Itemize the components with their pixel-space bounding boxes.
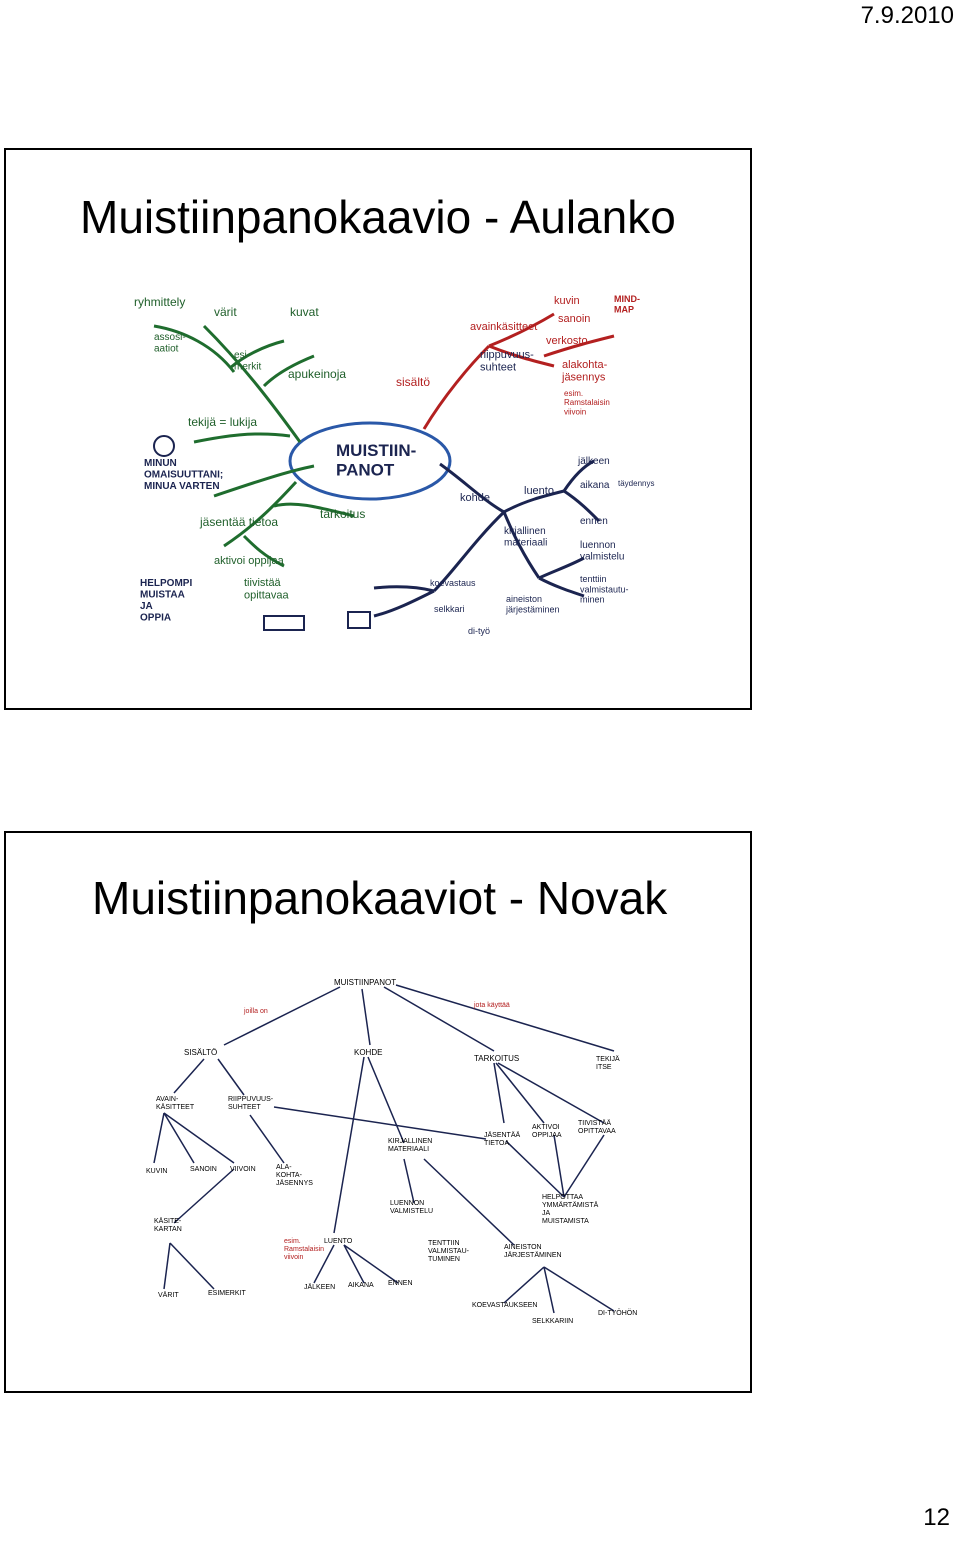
label-selkkari: selkkari <box>434 604 465 614</box>
label-dityo: di-työ <box>468 626 491 636</box>
node-luento: LUENTO <box>324 1238 353 1245</box>
label-aineiston: aineiston järjestäminen <box>506 594 560 615</box>
node-dityohon: DI-TYÖHÖN <box>598 1310 638 1317</box>
label-mindmap: MIND-MAP <box>614 294 640 315</box>
label-jasentaa: jäsentää tietoa <box>200 515 279 529</box>
label-tiivistaa: tiivistää opittavaa <box>244 577 289 602</box>
slide-title: Muistiinpanokaaviot - Novak <box>92 872 668 924</box>
label-aktivoi: aktivoi oppijaa <box>214 555 284 567</box>
label-avainkasitteet: avainkäsitteet <box>470 321 538 333</box>
node-aktivoi: AKTIVOI OPPIJAA <box>532 1124 562 1139</box>
node-ennen: ENNEN <box>388 1280 413 1287</box>
label-assosiaatiot: assosi-aatiot <box>154 332 186 355</box>
node-riippuvuussuhteet: RIIPPUVUUS-SUHTEET <box>228 1096 274 1111</box>
mindmap-center: MUISTIIN-PANOT <box>336 441 417 480</box>
label-alakohta: alakohta-jäsennys <box>562 359 608 384</box>
label-tenttiin: tenttiin valmistautu-minen <box>580 574 629 605</box>
link-joilla-on: joilla on <box>244 1008 268 1015</box>
label-tekija: tekijä = lukija <box>188 415 258 429</box>
node-avainkasitteet: AVAIN-KÄSITTEET <box>156 1096 195 1111</box>
node-koevastaukseen: KOEVASTAUKSEEN <box>472 1302 538 1309</box>
slide-aulanko <box>4 148 752 710</box>
label-esim: esim. Ramstalaisin viivoin <box>564 389 610 417</box>
node-root: MUISTIINPANOT <box>334 978 397 987</box>
node-varit: VÄRIT <box>158 1292 179 1299</box>
label-ryhmittely: ryhmittely <box>134 295 186 309</box>
node-tekija: TEKIJÄ ITSE <box>596 1056 620 1071</box>
node-tenttiin: TENTTIIN VALMISTAU-TUMINEN <box>428 1240 469 1263</box>
node-kuvin: KUVIN <box>146 1168 168 1175</box>
label-kirjallinen: kirjallinen materiaali <box>504 526 548 549</box>
label-luento: luento <box>524 485 554 497</box>
node-tarkoitus: TARKOITUS <box>474 1054 520 1063</box>
paper-icon <box>348 612 370 628</box>
mindmap-image <box>124 286 655 651</box>
label-minun: MINUN OMAISUUTTANI; MINUA VARTEN <box>144 458 224 492</box>
label-apukeinoja: apukeinoja <box>288 367 347 381</box>
label-verkosto: verkosto <box>546 335 588 347</box>
node-sisalto: SISÄLTÖ <box>184 1048 218 1057</box>
slide-title: Muistiinpanokaavio - Aulanko <box>80 191 676 243</box>
label-kuvat: kuvat <box>290 305 319 319</box>
label-luennon: luennon valmistelu <box>580 540 625 563</box>
label-esimerkit: esi-merkit <box>234 350 262 373</box>
node-kohde: KOHDE <box>354 1048 383 1057</box>
page-number: 12 <box>923 1504 950 1531</box>
node-selkkariin: SELKKARIIN <box>532 1318 574 1325</box>
face-icon <box>154 436 174 456</box>
slide-novak <box>4 831 752 1393</box>
node-kirjallinen: KIRJALLINEN MATERIAALI <box>388 1138 433 1153</box>
node-tiivistaa: TIIVISTÄÄ OPITTAVAA <box>578 1120 616 1135</box>
label-helpompi: HELPOMPI MUISTAA JA OPPIA <box>140 578 193 624</box>
node-alakohtajasennys: ALA-KOHTA-JÄSENNYS <box>276 1164 313 1187</box>
node-kasitekartan: KÄSITE-KARTAN <box>154 1218 182 1233</box>
node-jalkeen: JÄLKEEN <box>304 1284 336 1291</box>
label-kuvin: kuvin <box>554 295 580 307</box>
link-esim: esim. Ramstalaisin viivoin <box>284 1238 325 1261</box>
label-ennen: ennen <box>580 516 608 527</box>
label-kohde: kohde <box>460 492 490 504</box>
node-sanoin: SANOIN <box>190 1166 217 1173</box>
label-varit: värit <box>214 305 237 319</box>
label-aikana: aikana <box>580 480 610 491</box>
label-tarkoitus: tarkoitus <box>320 507 366 521</box>
node-helpottaa: HELPOTTAA YMMÄRTÄMISTÄ JA MUISTAMISTA <box>542 1194 599 1225</box>
label-koevastaus: koevastaus <box>430 578 476 588</box>
label-sisalto: sisältö <box>396 375 431 389</box>
concept-map-image <box>134 973 646 1335</box>
link-jota-kayttaa: jota käyttää <box>474 1002 510 1009</box>
node-aineiston: AINEISTON JÄRJESTÄMINEN <box>504 1244 562 1259</box>
node-aikana: AIKANA <box>348 1282 374 1289</box>
node-jasentaa: JÄSENTÄÄ TIETOA <box>484 1132 521 1147</box>
node-luennon: LUENNON VALMISTELU <box>390 1200 434 1215</box>
label-riippuvuussuhteet: riippuvuus-suhteet <box>480 349 534 374</box>
label-jalkeen: jälkeen <box>578 456 610 467</box>
node-esimerkit: ESIMERKIT <box>208 1290 246 1297</box>
node-viivoin: VIIVOIN <box>230 1166 256 1173</box>
header-date: 7.9.2010 <box>860 2 954 29</box>
label-taydennys: täydennys <box>618 479 655 488</box>
label-sanoin: sanoin <box>558 313 591 325</box>
books-icon <box>264 616 304 630</box>
